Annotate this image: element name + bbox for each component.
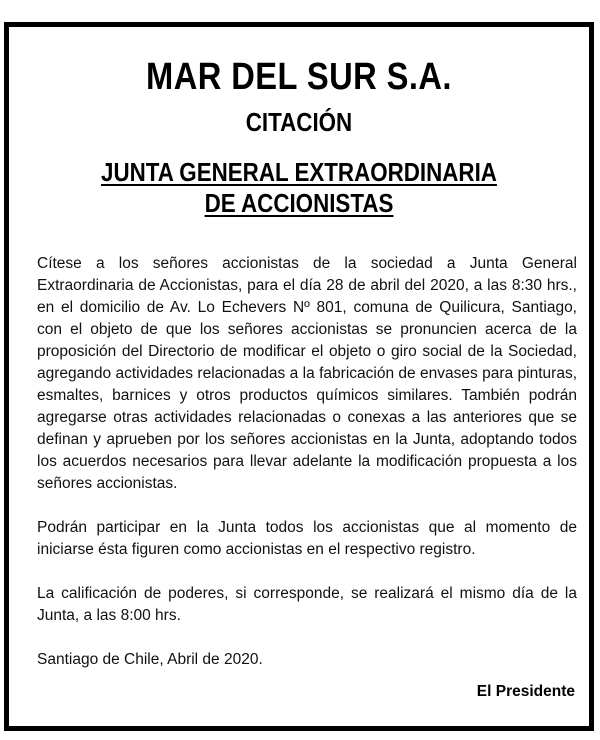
company-name: MAR DEL SUR S.A. [146,56,452,98]
participation-paragraph: Podrán participar en la Junta todos los accionistas que al momento de iniciarse ésta figuren como accionistas en el respectivo registro. [37,519,577,558]
signature-line: El Presidente [476,683,575,700]
proxy-qualification-paragraph: La calificación de poderes, si corresponde, se realizará el mismo día de la Junta, a las 8:00 hrs. [37,585,577,624]
summons-paragraph: Cítese a los señores accionistas de la sociedad a Junta General Extraordinaria de Accionistas, para el día 28 de abril del 2020, a las 8:30 hrs., en el domicilio de Av. Lo Echevers Nº 801, comuna de Quilicura, Santiago, con el objeto de que los señores accionistas se pronuncien acerca de la proposición del Directorio de modificar el objeto o giro social de la Sociedad, agregando actividades relacionadas a la fabricación de envases para pinturas, esmaltes, barnices y otros productos químicos similares. También podrán agregarse otras actividades relacionadas o conexas a las anteriores que se definan y aprueben por los señores accionistas en la Junta, adoptando todos los acuerdos necesarios para llevar adelante la modificación propuesta a los señores accionistas. [37,255,577,492]
notice-frame [4,22,594,731]
meeting-title [50,157,549,219]
place-and-date: Santiago de Chile, Abril de 2020. [37,651,263,668]
notice-heading: CITACIÓN [245,107,353,137]
meeting-title-line2: DE ACCIONISTAS [204,188,394,218]
notice-body [37,253,577,671]
meeting-title-line1: JUNTA GENERAL EXTRAORDINARIA [101,157,497,187]
